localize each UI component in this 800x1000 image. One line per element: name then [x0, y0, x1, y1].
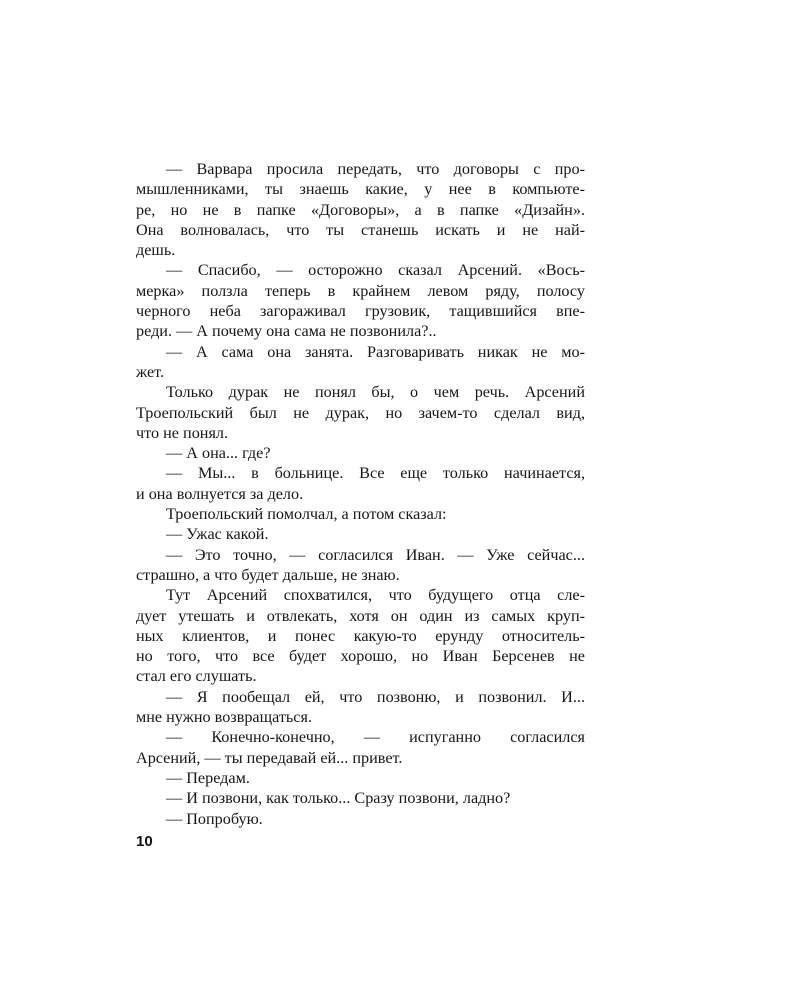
text-line: — Конечно-конечно, — испуганно согласился: [166, 728, 585, 747]
text-line: Троепольский помолчал, а потом сказал:: [166, 505, 447, 524]
text-line: Только дурак не понял бы, о чем речь. Арсений: [166, 383, 585, 402]
paragraph: [136, 585, 585, 686]
text-line: — Варвара просила передать, что договоры с про-: [166, 160, 585, 178]
text-line: — Мы... в больнице. Все еще только начинается,: [166, 464, 585, 483]
page-text: [136, 159, 585, 829]
paragraph: [136, 768, 585, 788]
paragraph: [136, 382, 585, 443]
text-line: Тут Арсений спохватился, что будущего отца сле-: [166, 586, 585, 605]
paragraph: [136, 545, 585, 586]
text-line: — Это точно, — согласился Иван. — Уже сейчас...: [166, 545, 585, 564]
text-line: дешь.: [136, 241, 176, 260]
text-line: Троепольский был не дурак, но зачем-то сделал вид,: [136, 403, 585, 422]
text-line: мне нужно возвращаться.: [136, 708, 312, 727]
text-line: жет.: [136, 362, 165, 381]
text-line: но того, что все будет хорошо, но Иван Берсенев не: [136, 647, 585, 666]
text-line: ре, но не в папке «Договоры», а в папке «Дизайн».: [136, 200, 585, 219]
paragraph: [136, 727, 585, 768]
text-line: Арсений, — ты передавай ей... привет.: [136, 748, 403, 767]
text-line: — И позвони, как только... Сразу позвони, ладно?: [166, 789, 511, 808]
text-line: — Спасибо, — осторожно сказал Арсений. «Вось-: [166, 261, 585, 280]
paragraph: [136, 504, 585, 524]
text-line: ных клиентов, и понес какую-то ерунду относитель-: [136, 626, 585, 645]
text-line: — Передам.: [166, 768, 250, 787]
paragraph: [136, 443, 585, 463]
text-line: — Я пообещал ей, что позвоню, и позвонил. И...: [166, 687, 585, 706]
text-line: что не понял.: [136, 423, 229, 442]
paragraph: [136, 342, 585, 383]
paragraph: [136, 687, 585, 728]
paragraph: [136, 159, 585, 260]
text-line: реди. — А почему она сама не позвонила?..: [136, 322, 437, 341]
paragraph: [136, 260, 585, 341]
text-line: и она волнуется за дело.: [136, 484, 304, 503]
text-line: — Попробую.: [166, 809, 263, 828]
text-line: Она волновалась, что ты станешь искать и не най-: [136, 220, 585, 239]
paragraph: [136, 788, 585, 808]
text-line: — А она... где?: [166, 444, 271, 463]
paragraph: [136, 524, 585, 544]
text-line: стал его слушать.: [136, 667, 257, 686]
paragraph: [136, 809, 585, 829]
text-line: черного неба загораживал грузовик, тащившийся впе-: [136, 302, 585, 321]
text-line: — Ужас какой.: [166, 525, 269, 544]
text-line: — А сама она занята. Разговаривать никак не мо-: [166, 342, 585, 361]
paragraph: [136, 463, 585, 504]
text-line: дует утешать и отвлекать, хотя он один из самых круп-: [136, 606, 585, 625]
page-number: 10: [136, 833, 153, 850]
text-line: мышленниками, ты знаешь какие, у нее в компьюте-: [136, 180, 585, 199]
text-line: мерка» ползла теперь в крайнем левом ряду, полосу: [136, 281, 585, 300]
text-line: страшно, а что будет дальше, не знаю.: [136, 565, 400, 584]
